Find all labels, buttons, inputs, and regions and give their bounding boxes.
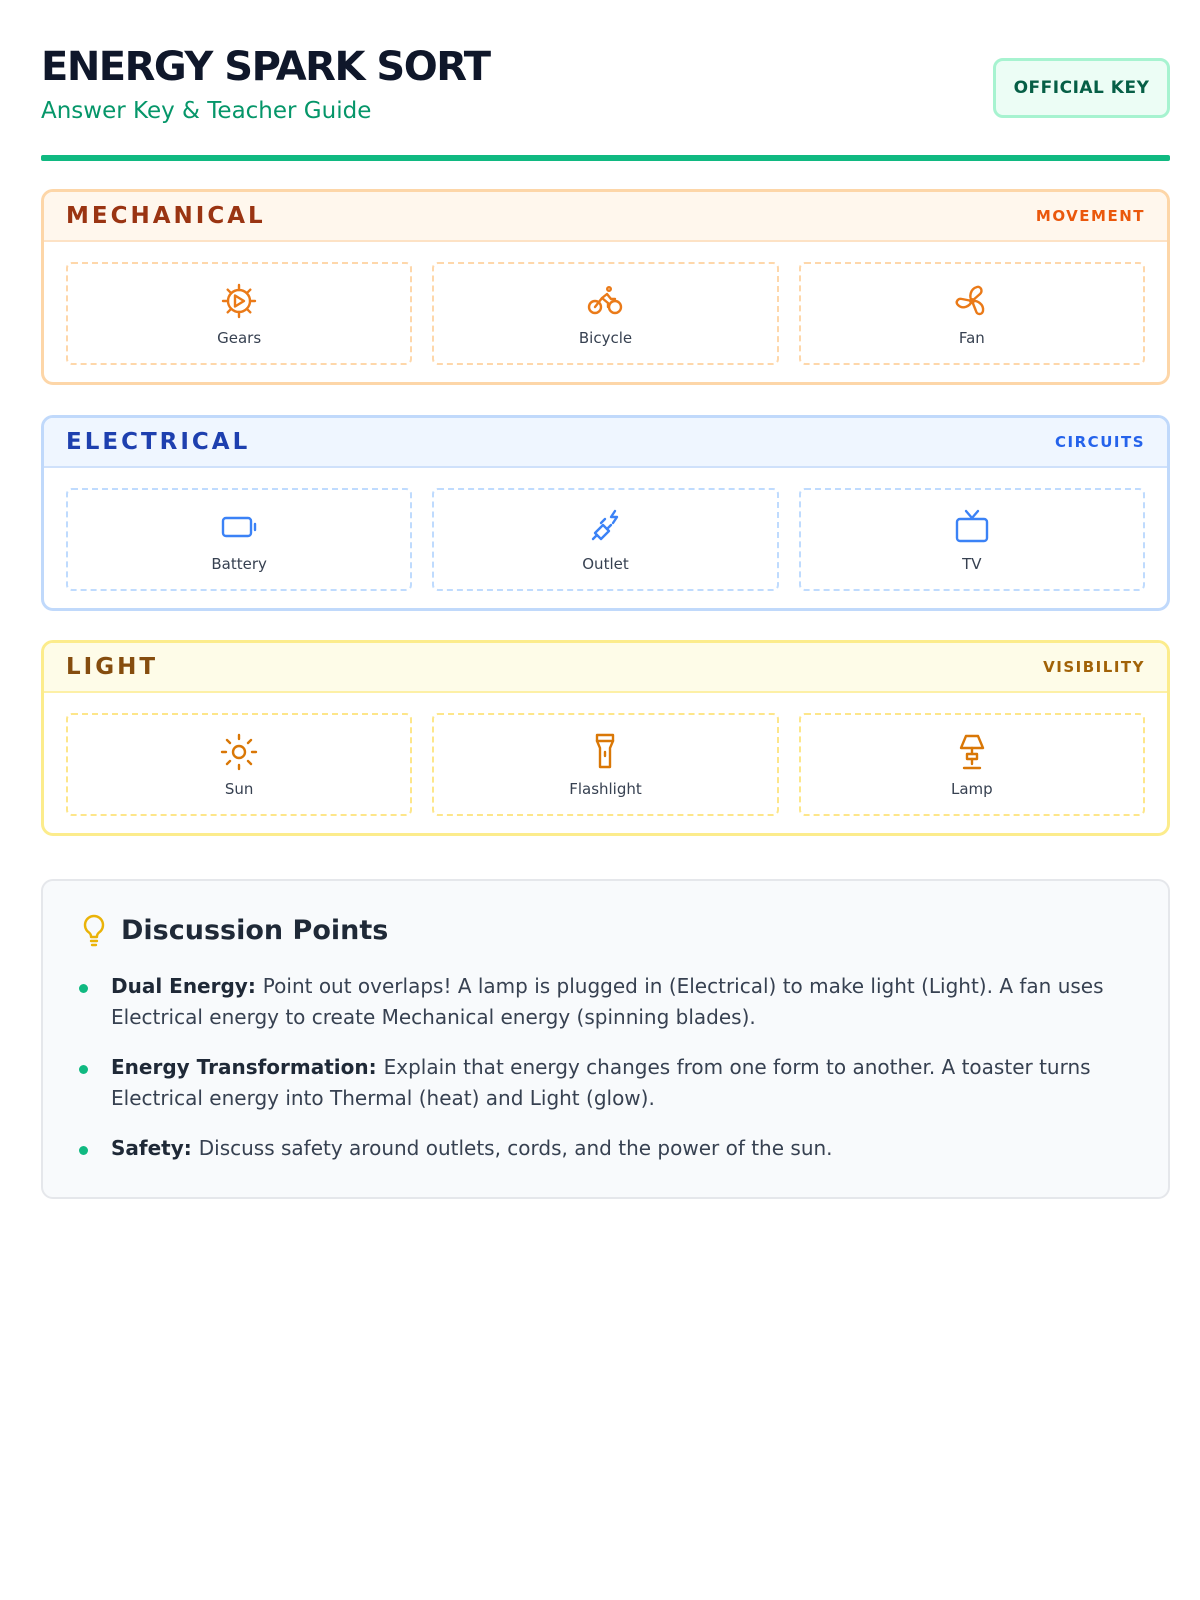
category-mechanical — [41, 189, 1170, 385]
item-bicycle — [432, 262, 778, 365]
category-light — [41, 640, 1170, 836]
bullet-dot — [79, 1065, 88, 1074]
page-header — [41, 0, 1170, 162]
category-name: ELECTRICAL — [66, 429, 251, 455]
category-items — [44, 693, 1167, 836]
page-title: ENERGY SPARK SORT — [41, 44, 490, 90]
item-label: Outlet — [582, 554, 629, 573]
bicycle-icon — [585, 281, 625, 321]
category-name: LIGHT — [66, 654, 159, 680]
item-fan — [799, 262, 1145, 365]
category-items — [44, 468, 1167, 611]
item-gears — [66, 262, 412, 365]
gear-icon — [219, 281, 259, 321]
category-name: MECHANICAL — [66, 203, 266, 229]
official-key-badge: OFFICIAL KEY — [993, 58, 1170, 118]
category-tag: MOVEMENT — [1035, 207, 1145, 225]
category-tag: CIRCUITS — [1055, 433, 1145, 451]
tv-icon — [952, 507, 992, 547]
bullet-dot — [79, 984, 88, 993]
point-label: Dual Energy: — [111, 974, 263, 998]
lightbulb-icon — [79, 913, 109, 947]
item-label: Fan — [958, 328, 985, 347]
category-electrical — [41, 415, 1170, 611]
bullet-dot — [79, 1146, 88, 1155]
category-header — [44, 643, 1167, 693]
sun-icon — [219, 732, 259, 772]
item-label: Bicycle — [578, 328, 633, 347]
plug-icon — [585, 507, 625, 547]
category-tag: VISIBILITY — [1043, 658, 1145, 676]
discussion-header — [79, 913, 1134, 947]
item-tv — [799, 488, 1145, 591]
discussion-panel — [41, 879, 1170, 1199]
discussion-title: Discussion Points — [121, 914, 389, 946]
category-header — [44, 418, 1167, 468]
list-item — [77, 1052, 1134, 1114]
item-battery — [66, 488, 412, 591]
category-items — [44, 242, 1167, 385]
flashlight-icon — [585, 732, 625, 772]
item-label: TV — [962, 554, 982, 573]
point-text: Discuss safety around outlets, cords, and the power of the sun. — [198, 1136, 833, 1160]
item-flashlight — [432, 713, 778, 816]
category-header — [44, 192, 1167, 242]
lamp-icon — [952, 732, 992, 772]
header-divider — [41, 155, 1170, 161]
point-text: Explain that energy changes from one form to another. A toaster turns Electrical energy into Thermal (heat) and Light (glow). — [111, 1055, 1091, 1110]
point-label: Energy Transformation: — [111, 1055, 384, 1079]
item-outlet — [432, 488, 778, 591]
discussion-points — [77, 971, 1134, 1164]
item-label: Lamp — [950, 779, 993, 798]
list-item — [77, 971, 1134, 1033]
page-subtitle: Answer Key & Teacher Guide — [41, 98, 372, 124]
list-item — [77, 1133, 1134, 1164]
battery-icon — [219, 507, 259, 547]
item-label: Flashlight — [569, 779, 642, 798]
item-label: Gears — [217, 328, 262, 347]
fan-icon — [952, 281, 992, 321]
item-lamp — [799, 713, 1145, 816]
point-label: Safety: — [111, 1136, 199, 1160]
item-sun — [66, 713, 412, 816]
point-text: Point out overlaps! A lamp is plugged in (Electrical) to make light (Light). A fan uses Electrical energy to create Mechanical energy (spinning blades). — [111, 974, 1104, 1029]
item-label: Battery — [211, 554, 267, 573]
item-label: Sun — [224, 779, 254, 798]
answer-key-page — [41, 0, 1170, 1160]
